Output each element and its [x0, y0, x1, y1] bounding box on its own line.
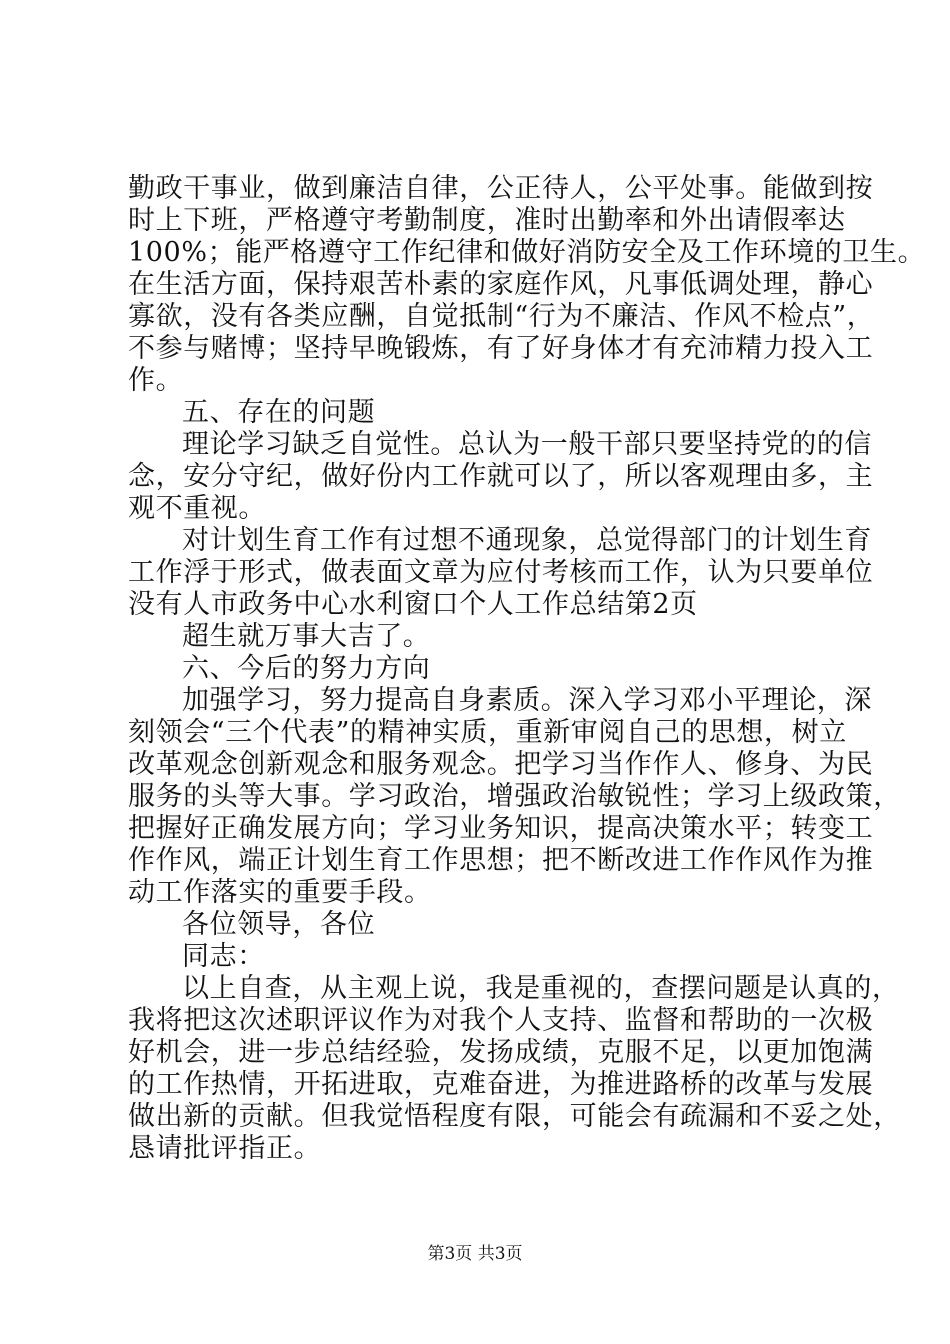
text-line: 恳请批评指正。	[128, 1133, 322, 1164]
text-line: 工作浮于形式，做表面文章为应付考核而工作，认为只要单位	[128, 557, 874, 588]
text-line: 寡欲，没有各类应酬，自觉抵制“行为不廉洁、作风不检点”，	[128, 301, 875, 332]
text-line: 以上自查，从主观上说，我是重视的，查摆问题是认真的，	[182, 973, 900, 1004]
text-line: 观不重视。	[128, 493, 266, 524]
text-line: 念，安分守纪，做好份内工作就可以了，所以客观理由多，主	[128, 461, 874, 492]
text-line: 在生活方面，保持艰苦朴素的家庭作风，凡事低调处理，静心	[128, 269, 874, 300]
text-line: 加强学习，努力提高自身素质。深入学习邓小平理论，深	[182, 685, 872, 716]
text-line: 改革观念创新观念和服务观念。把学习当作作人、修身、为民	[128, 749, 874, 780]
text-line: 超生就万事大吉了。	[182, 621, 431, 652]
section-heading: 五、存在的问题	[182, 397, 376, 428]
text-line: 刻领会“三个代表”的精神实质，重新审阅自己的思想，树立	[128, 717, 847, 748]
text-line: 作作风，端正计划生育工作思想；把不断改进工作作风作为推	[128, 845, 874, 876]
text-line: 对计划生育工作有过想不通现象，总觉得部门的计划生育	[182, 525, 872, 556]
text-line: 动工作落实的重要手段。	[128, 877, 432, 908]
text-line: 做出新的贡献。但我觉悟程度有限，可能会有疏漏和不妥之处，	[128, 1101, 901, 1132]
text-line: 理论学习缺乏自觉性。总认为一般干部只要坚持党的的信	[182, 429, 872, 460]
text-line: 时上下班，严格遵守考勤制度，准时出勤率和外出请假率达	[128, 205, 846, 236]
page-footer: 第3页 共3页	[427, 1244, 523, 1264]
text-line: 的工作热情，开拓进取，克难奋进，为推进路桥的改革与发展	[128, 1069, 874, 1100]
text-line: 勤政干事业，做到廉洁自律，公正待人，公平处事。能做到按	[128, 173, 874, 204]
text-line: 各位领导，各位	[182, 909, 376, 940]
section-heading: 六、今后的努力方向	[182, 653, 431, 684]
text-line: 好机会，进一步总结经验，发扬成绩，克服不足，以更加饱满	[128, 1037, 874, 1068]
text-line: 服务的头等大事。学习政治，增强政治敏锐性；学习上级政策，	[128, 781, 901, 812]
text-line: 把握好正确发展方向；学习业务知识，提高决策水平；转变工	[128, 813, 874, 844]
text-line: 没有人市政务中心水利窗口个人工作总结第2页	[128, 589, 698, 620]
text-line: 作。	[128, 365, 184, 396]
text-line: 100%；能严格遵守工作纪律和做好消防安全及工作环境的卫生。	[128, 237, 926, 268]
text-line: 我将把这次述职评议作为对我个人支持、监督和帮助的一次极	[128, 1005, 874, 1036]
text-line: 同志：	[182, 941, 265, 972]
text-line: 不参与赌博；坚持早晚锻炼，有了好身体才有充沛精力投入工	[128, 333, 874, 364]
